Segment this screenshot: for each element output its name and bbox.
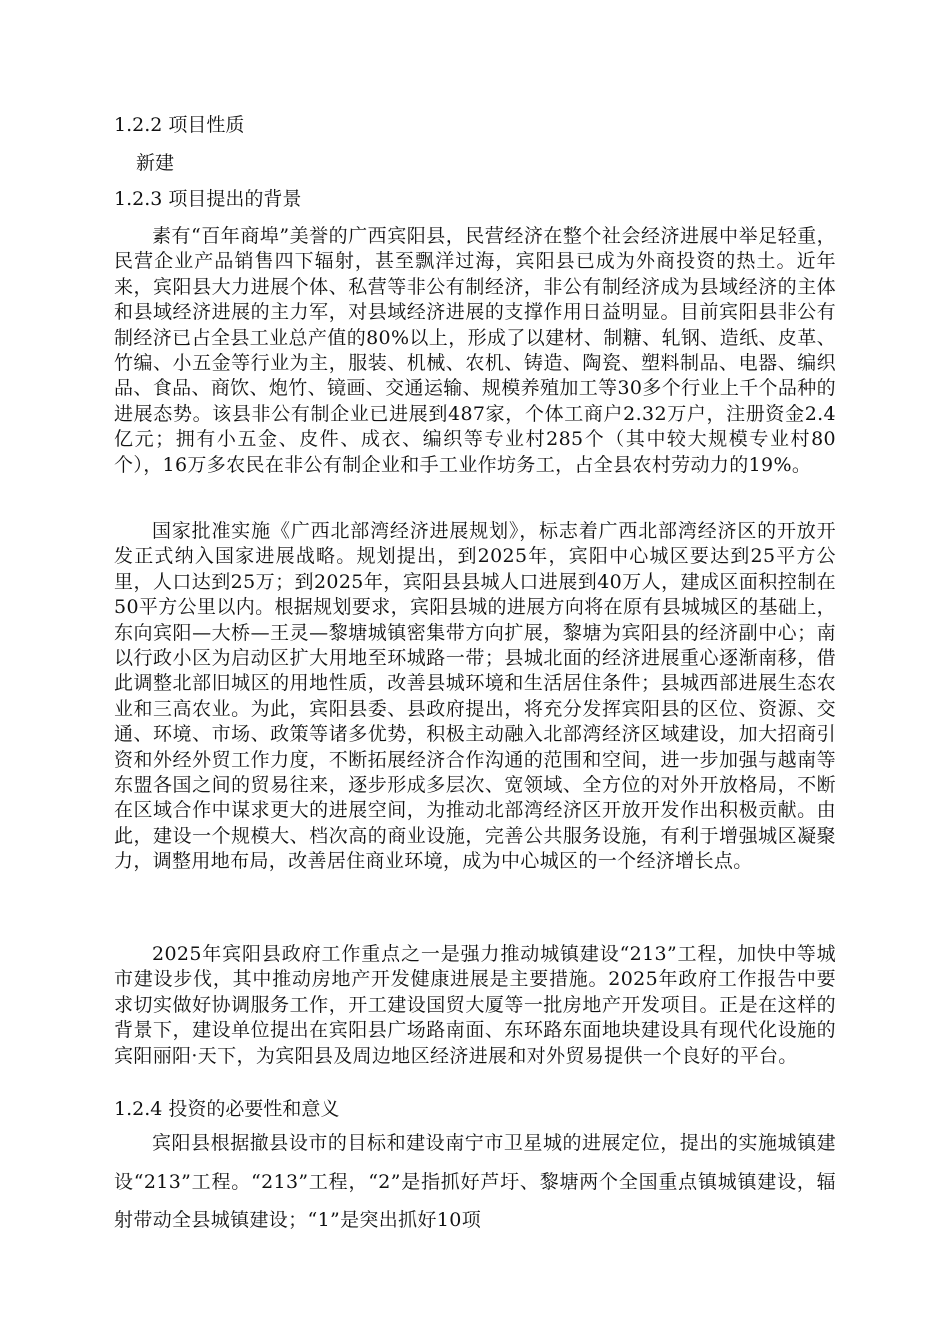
- heading-1-2-3: 1.2.3 项目提出的背景: [114, 188, 302, 210]
- background-paragraph-3: 2025年宾阳县政府工作重点之一是强力推动城镇建设“213”工程，加快中等城市建设步伐，其中推动房地产开发健康进展是主要措施。2025年政府工作报告中要求切实做好协调服务工作，开工建设国贸大厦等一批房地产开发项目。正是在这样的背景下，建设单位提出在宾阳县广场路南面、东环路东面地块建设具有现代化设施的宾阳丽阳·天下，为宾阳县及周边地区经济进展和对外贸易提供一个良好的平台。: [114, 943, 836, 1067]
- investment-paragraph-1: 宾阳县根据撤县设市的目标和建设南宁市卫星城的进展定位，提出的实施城镇建设“213”工程。“213”工程，“2”是指抓好芦圩、黎塘两个全国重点镇城镇建设，辐射带动全县城镇建设；“1”是突出抓好10项: [114, 1132, 836, 1231]
- heading-1-2-4: 1.2.4 投资的必要性和意义: [114, 1098, 340, 1120]
- heading-1-2-2: 1.2.2 项目性质: [114, 114, 245, 136]
- project-nature-text: 新建: [136, 152, 175, 174]
- background-paragraph-2: 国家批准实施《广西北部湾经济进展规划》，标志着广西北部湾经济区的开放开发正式纳入国家进展战略。规划提出，到2025年，宾阳中心城区要达到25平方公里，人口达到25万；到2025年，宾阳县县城人口进展到40万人，建成区面积控制在50平方公里以内。根据规划要求，宾阳县城的进展方向将在原有县城城区的基础上，东向宾阳—大桥—王灵—黎塘城镇密集带方向扩展，黎塘为宾阳县的经济副中心；南以行政小区为启动区扩大用地至环城路一带；县城北面的经济进展重心逐渐南移，借此调整北部旧城区的用地性质，改善县城环境和生活居住条件；县城西部进展生态农业和三高农业。为此，宾阳县委、县政府提出，将充分发挥宾阳县的区位、资源、交通、环境、市场、政策等诸多优势，积极主动融入北部湾经济区域建设，加大招商引资和外经外贸工作力度，不断拓展经济合作沟通的范围和空间，进一步加强与越南等东盟各国之间的贸易往来，逐步形成多层次、宽领域、全方位的对外开放格局，不断在区域合作中谋求更大的进展空间，为推动北部湾经济区开放开发作出积极贡献。由此，建设一个规模大、档次高的商业设施，完善公共服务设施，有利于增强城区凝聚力，调整用地布局，改善居住商业环境，成为中心城区的一个经济增长点。: [114, 520, 836, 873]
- background-paragraph-1: 素有“百年商埠”美誉的广西宾阳县，民营经济在整个社会经济进展中举足轻重，民营企业产品销售四下辐射，甚至飘洋过海，宾阳县已成为外商投资的热土。近年来，宾阳县大力进展个体、私营等非公有制经济，非公有制经济成为县域经济的主体和县域经济进展的主力军，对县域经济进展的支撑作用日益明显。目前宾阳县非公有制经济已占全县工业总产值的80%以上，形成了以建材、制糖、轧钢、造纸、皮革、竹编、小五金等行业为主，服装、机械、农机、铸造、陶瓷、塑料制品、电器、编织品、食品、商饮、炮竹、镜画、交通运输、规模养殖加工等30多个行业上千个品种的进展态势。该县非公有制企业已进展到487家，个体工商户2.32万户，注册资金2.4亿元；拥有小五金、皮件、成衣、编织等专业村285个（其中较大规模专业村80个），16万多农民在非公有制企业和手工业作坊务工，占全县农村劳动力的19%。: [114, 225, 836, 476]
